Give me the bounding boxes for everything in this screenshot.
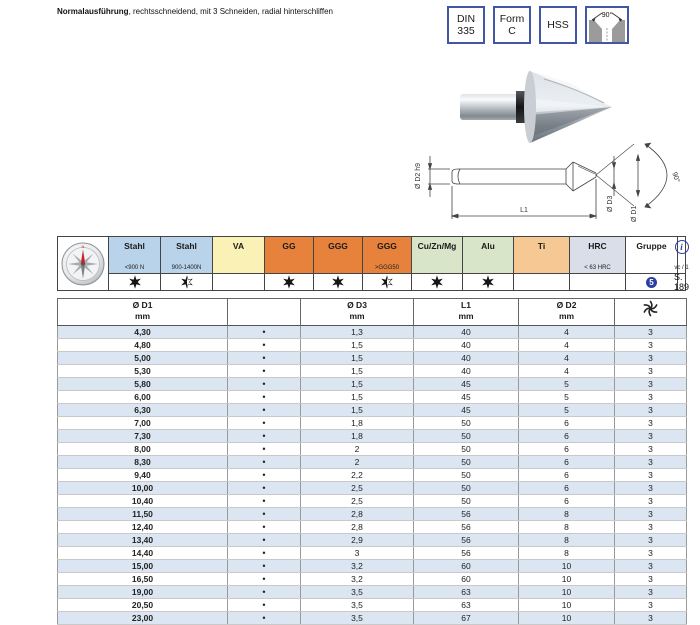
value-cell: 20,50	[58, 599, 228, 612]
material-column	[213, 237, 265, 290]
material-column	[570, 237, 626, 290]
material-label: Cu/Zn/Mg	[417, 241, 457, 251]
availability-dot-cell: •	[228, 391, 301, 404]
column-header: Ø D1 mm	[58, 299, 228, 326]
suitability-rating-cell	[674, 272, 690, 292]
availability-dot-cell: •	[228, 599, 301, 612]
value-cell: 5,00	[58, 352, 228, 365]
value-cell: 2,5	[301, 482, 414, 495]
table-row	[58, 612, 687, 625]
value-cell: 11,50	[58, 508, 228, 521]
column-header: Ø D3 mm	[301, 299, 414, 326]
material-suitability-table	[57, 236, 690, 292]
table-row	[58, 508, 687, 521]
table-row	[58, 404, 687, 417]
material-sublabel: < 63 HRC	[584, 265, 611, 271]
material-label: GGG	[328, 241, 348, 251]
value-cell: 19,00	[58, 586, 228, 599]
availability-dot-cell: •	[228, 378, 301, 391]
availability-dot-cell: •	[228, 430, 301, 443]
availability-dot-cell: •	[228, 560, 301, 573]
value-cell: 3	[615, 586, 687, 599]
value-cell: 3	[615, 612, 687, 625]
value-cell: 3	[615, 573, 687, 586]
flutes-swirl-icon	[642, 300, 659, 317]
value-cell: 6	[519, 469, 615, 482]
availability-dot-cell: •	[228, 573, 301, 586]
value-cell: 7,00	[58, 417, 228, 430]
value-cell: 5	[519, 391, 615, 404]
table-row	[58, 378, 687, 391]
value-cell: 3,5	[301, 612, 414, 625]
value-cell: 2	[301, 443, 414, 456]
value-cell: 4	[519, 326, 615, 339]
availability-dot-cell: •	[228, 586, 301, 599]
value-cell: 10,40	[58, 495, 228, 508]
star-half-icon	[380, 275, 394, 289]
table-row	[58, 417, 687, 430]
value-cell: 2,8	[301, 508, 414, 521]
value-cell: 3	[615, 456, 687, 469]
value-cell: 3	[615, 560, 687, 573]
badge-form-c: Form C	[493, 6, 531, 44]
material-label: GG	[282, 241, 296, 251]
suitability-rating-cell	[265, 274, 313, 290]
material-header	[570, 237, 625, 274]
value-cell: 8	[519, 508, 615, 521]
value-cell: 1,5	[301, 391, 414, 404]
value-cell: 10	[519, 573, 615, 586]
value-cell: 6	[519, 417, 615, 430]
value-cell: 15,00	[58, 560, 228, 573]
value-cell: 8	[519, 534, 615, 547]
value-cell: 3	[615, 547, 687, 560]
value-cell: 2	[301, 456, 414, 469]
table-row	[58, 547, 687, 560]
value-cell: 4	[519, 339, 615, 352]
material-header	[213, 237, 264, 274]
material-label: VA	[232, 241, 245, 251]
value-cell: 4,80	[58, 339, 228, 352]
table-row	[58, 586, 687, 599]
value-cell: 3	[615, 482, 687, 495]
svg-text:Ø D1: Ø D1	[631, 205, 638, 222]
badge-hss: HSS	[539, 6, 577, 44]
value-cell: 8,00	[58, 443, 228, 456]
value-cell: 3	[615, 391, 687, 404]
value-cell: 7,30	[58, 430, 228, 443]
value-cell: 50	[414, 417, 519, 430]
value-cell: 40	[414, 365, 519, 378]
table-row	[58, 482, 687, 495]
availability-dot-cell: •	[228, 495, 301, 508]
value-cell: 4,30	[58, 326, 228, 339]
badge-din-335: DIN 335	[447, 6, 485, 44]
suitability-rating-cell	[213, 274, 264, 290]
availability-dot-cell: •	[228, 482, 301, 495]
value-cell: 10	[519, 599, 615, 612]
svg-text:90°: 90°	[601, 12, 613, 19]
material-header	[109, 237, 160, 274]
table-row	[58, 469, 687, 482]
material-column	[412, 237, 463, 290]
material-sublabel: <900 N	[124, 265, 145, 271]
table-header-row	[58, 299, 687, 326]
suitability-rating-cell	[314, 274, 362, 290]
material-column	[674, 237, 690, 292]
star-full-icon	[481, 275, 495, 289]
value-cell: 10	[519, 612, 615, 625]
value-cell: 1,5	[301, 339, 414, 352]
value-cell: 3,5	[301, 599, 414, 612]
material-header	[363, 237, 411, 274]
svg-text:Ø D3: Ø D3	[607, 195, 614, 212]
value-cell: 56	[414, 508, 519, 521]
value-cell: 13,40	[58, 534, 228, 547]
value-cell: 1,5	[301, 378, 414, 391]
table-row	[58, 326, 687, 339]
material-header	[626, 237, 677, 274]
value-cell: 6	[519, 482, 615, 495]
value-cell: 56	[414, 521, 519, 534]
value-cell: 1,5	[301, 365, 414, 378]
table-row	[58, 599, 687, 612]
value-cell: 56	[414, 534, 519, 547]
table-row	[58, 352, 687, 365]
value-cell: 60	[414, 560, 519, 573]
material-label: GGG	[377, 241, 397, 251]
value-cell: 5,30	[58, 365, 228, 378]
value-cell: 5	[519, 378, 615, 391]
spec-badges	[447, 6, 629, 44]
material-column	[161, 237, 213, 290]
value-cell: 6,00	[58, 391, 228, 404]
value-cell: 45	[414, 378, 519, 391]
value-cell: 3	[615, 352, 687, 365]
value-cell: 16,50	[58, 573, 228, 586]
table-row	[58, 443, 687, 456]
svg-text:L1: L1	[520, 207, 528, 214]
value-cell: 3	[615, 430, 687, 443]
material-column	[463, 237, 514, 290]
column-header: Ø D2 mm	[519, 299, 615, 326]
material-header	[314, 237, 362, 274]
table-row	[58, 365, 687, 378]
material-header	[161, 237, 212, 274]
table-row	[58, 339, 687, 352]
value-cell: 67	[414, 612, 519, 625]
svg-text:Ø D2 h9: Ø D2 h9	[415, 162, 422, 190]
suitability-rating-cell	[626, 274, 677, 290]
value-cell: 6	[519, 430, 615, 443]
material-column	[514, 237, 570, 290]
value-cell: 3	[615, 378, 687, 391]
value-cell: 3,5	[301, 586, 414, 599]
suitability-rating-cell	[463, 274, 513, 290]
value-cell: 5,80	[58, 378, 228, 391]
value-cell: 1,8	[301, 417, 414, 430]
value-cell: 3	[615, 326, 687, 339]
value-cell: 5	[519, 404, 615, 417]
material-label: Ti	[537, 241, 546, 251]
value-cell: 2,2	[301, 469, 414, 482]
value-cell: 4	[519, 365, 615, 378]
table-row	[58, 521, 687, 534]
table-row	[58, 534, 687, 547]
value-cell: 3,2	[301, 573, 414, 586]
value-cell: 6	[519, 443, 615, 456]
value-cell: 3	[615, 339, 687, 352]
material-header	[463, 237, 513, 274]
value-cell: 45	[414, 404, 519, 417]
material-header	[412, 237, 462, 274]
countersink-90-icon	[585, 6, 629, 44]
star-full-icon	[282, 275, 296, 289]
availability-dot-cell: •	[228, 469, 301, 482]
value-cell: 3	[615, 469, 687, 482]
value-cell: 1,3	[301, 326, 414, 339]
compass-icon	[58, 237, 109, 290]
value-cell: 56	[414, 547, 519, 560]
value-cell: 1,8	[301, 430, 414, 443]
suitability-rating-cell	[161, 274, 212, 290]
value-cell: 8,30	[58, 456, 228, 469]
svg-text:N: N	[81, 243, 85, 249]
suitability-rating-cell	[570, 274, 625, 290]
suitability-rating-cell	[363, 274, 411, 290]
column-header	[228, 299, 301, 326]
availability-dot-cell: •	[228, 339, 301, 352]
star-full-icon	[128, 275, 142, 289]
availability-dot-cell: •	[228, 365, 301, 378]
table-row	[58, 456, 687, 469]
value-cell: 4	[519, 352, 615, 365]
value-cell: 40	[414, 326, 519, 339]
availability-dot-cell: •	[228, 456, 301, 469]
material-column	[109, 237, 161, 290]
value-cell: 8	[519, 521, 615, 534]
value-cell: 8	[519, 547, 615, 560]
value-cell: 63	[414, 599, 519, 612]
availability-dot-cell: •	[228, 521, 301, 534]
material-column	[265, 237, 314, 290]
availability-dot-cell: •	[228, 534, 301, 547]
value-cell: 3	[615, 495, 687, 508]
value-cell: 63	[414, 586, 519, 599]
value-cell: 1,5	[301, 404, 414, 417]
availability-dot-cell: •	[228, 547, 301, 560]
value-cell: 50	[414, 430, 519, 443]
value-cell: 6,30	[58, 404, 228, 417]
suitability-rating-cell	[514, 274, 569, 290]
value-cell: 3	[615, 599, 687, 612]
material-column	[314, 237, 363, 290]
dimensions-table	[57, 298, 687, 625]
material-column	[363, 237, 412, 290]
star-full-icon	[430, 275, 444, 289]
value-cell: 50	[414, 443, 519, 456]
variant-name: Normalausführung	[57, 7, 129, 16]
column-header	[615, 299, 687, 326]
suitability-rating-cell	[109, 274, 160, 290]
value-cell: 2,9	[301, 534, 414, 547]
value-cell: 3	[615, 534, 687, 547]
material-header	[514, 237, 569, 274]
svg-text:90°: 90°	[670, 171, 681, 184]
page-title	[57, 7, 333, 16]
value-cell: 6	[519, 495, 615, 508]
value-cell: 3	[615, 521, 687, 534]
table-row	[58, 495, 687, 508]
value-cell: 10	[519, 586, 615, 599]
material-label: HRC	[588, 241, 607, 251]
material-label: Stahl	[124, 241, 145, 251]
group-number-badge: 5	[646, 277, 657, 288]
value-cell: 50	[414, 456, 519, 469]
value-cell: 3	[615, 404, 687, 417]
value-cell: 50	[414, 482, 519, 495]
table-row	[58, 560, 687, 573]
value-cell: 23,00	[58, 612, 228, 625]
material-column	[626, 237, 678, 290]
value-cell: 45	[414, 391, 519, 404]
value-cell: 1,5	[301, 352, 414, 365]
material-header	[674, 237, 689, 274]
material-sublabel: >GGG50	[374, 265, 400, 271]
value-cell: 3	[301, 547, 414, 560]
value-cell: 40	[414, 339, 519, 352]
suitability-rating-cell	[412, 274, 462, 290]
availability-dot-cell: •	[228, 404, 301, 417]
star-half-icon	[180, 275, 194, 289]
value-cell: 2,8	[301, 521, 414, 534]
value-cell: 9,40	[58, 469, 228, 482]
value-cell: 3	[615, 508, 687, 521]
table-row	[58, 573, 687, 586]
availability-dot-cell: •	[228, 443, 301, 456]
value-cell: 12,40	[58, 521, 228, 534]
material-label: Stahl	[176, 241, 197, 251]
value-cell: 14,40	[58, 547, 228, 560]
material-sublabel: 900-1400N	[171, 265, 202, 271]
star-full-icon	[331, 275, 345, 289]
value-cell: 3	[615, 443, 687, 456]
value-cell: 2,5	[301, 495, 414, 508]
value-cell: 10	[519, 560, 615, 573]
value-cell: 3	[615, 417, 687, 430]
value-cell: 40	[414, 352, 519, 365]
info-icon: i	[675, 240, 689, 254]
value-cell: 10,00	[58, 482, 228, 495]
availability-dot-cell: •	[228, 326, 301, 339]
value-cell: 3,2	[301, 560, 414, 573]
material-sublabel: vc / 1	[674, 265, 689, 271]
value-cell: 3	[615, 365, 687, 378]
availability-dot-cell: •	[228, 508, 301, 521]
value-cell: 6	[519, 456, 615, 469]
material-label: Gruppe	[636, 241, 667, 251]
value-cell: 50	[414, 495, 519, 508]
availability-dot-cell: •	[228, 352, 301, 365]
material-header	[265, 237, 313, 274]
page-reference-link[interactable]: S. 189	[674, 272, 690, 292]
value-cell: 50	[414, 469, 519, 482]
availability-dot-cell: •	[228, 417, 301, 430]
column-header: L1 mm	[414, 299, 519, 326]
technical-drawing	[402, 138, 700, 240]
availability-dot-cell: •	[228, 612, 301, 625]
variant-details: , rechtsschneidend, mit 3 Schneiden, radial hinterschliffen	[128, 7, 333, 16]
table-row	[58, 391, 687, 404]
value-cell: 60	[414, 573, 519, 586]
table-row	[58, 430, 687, 443]
material-label: Alu	[481, 241, 495, 251]
